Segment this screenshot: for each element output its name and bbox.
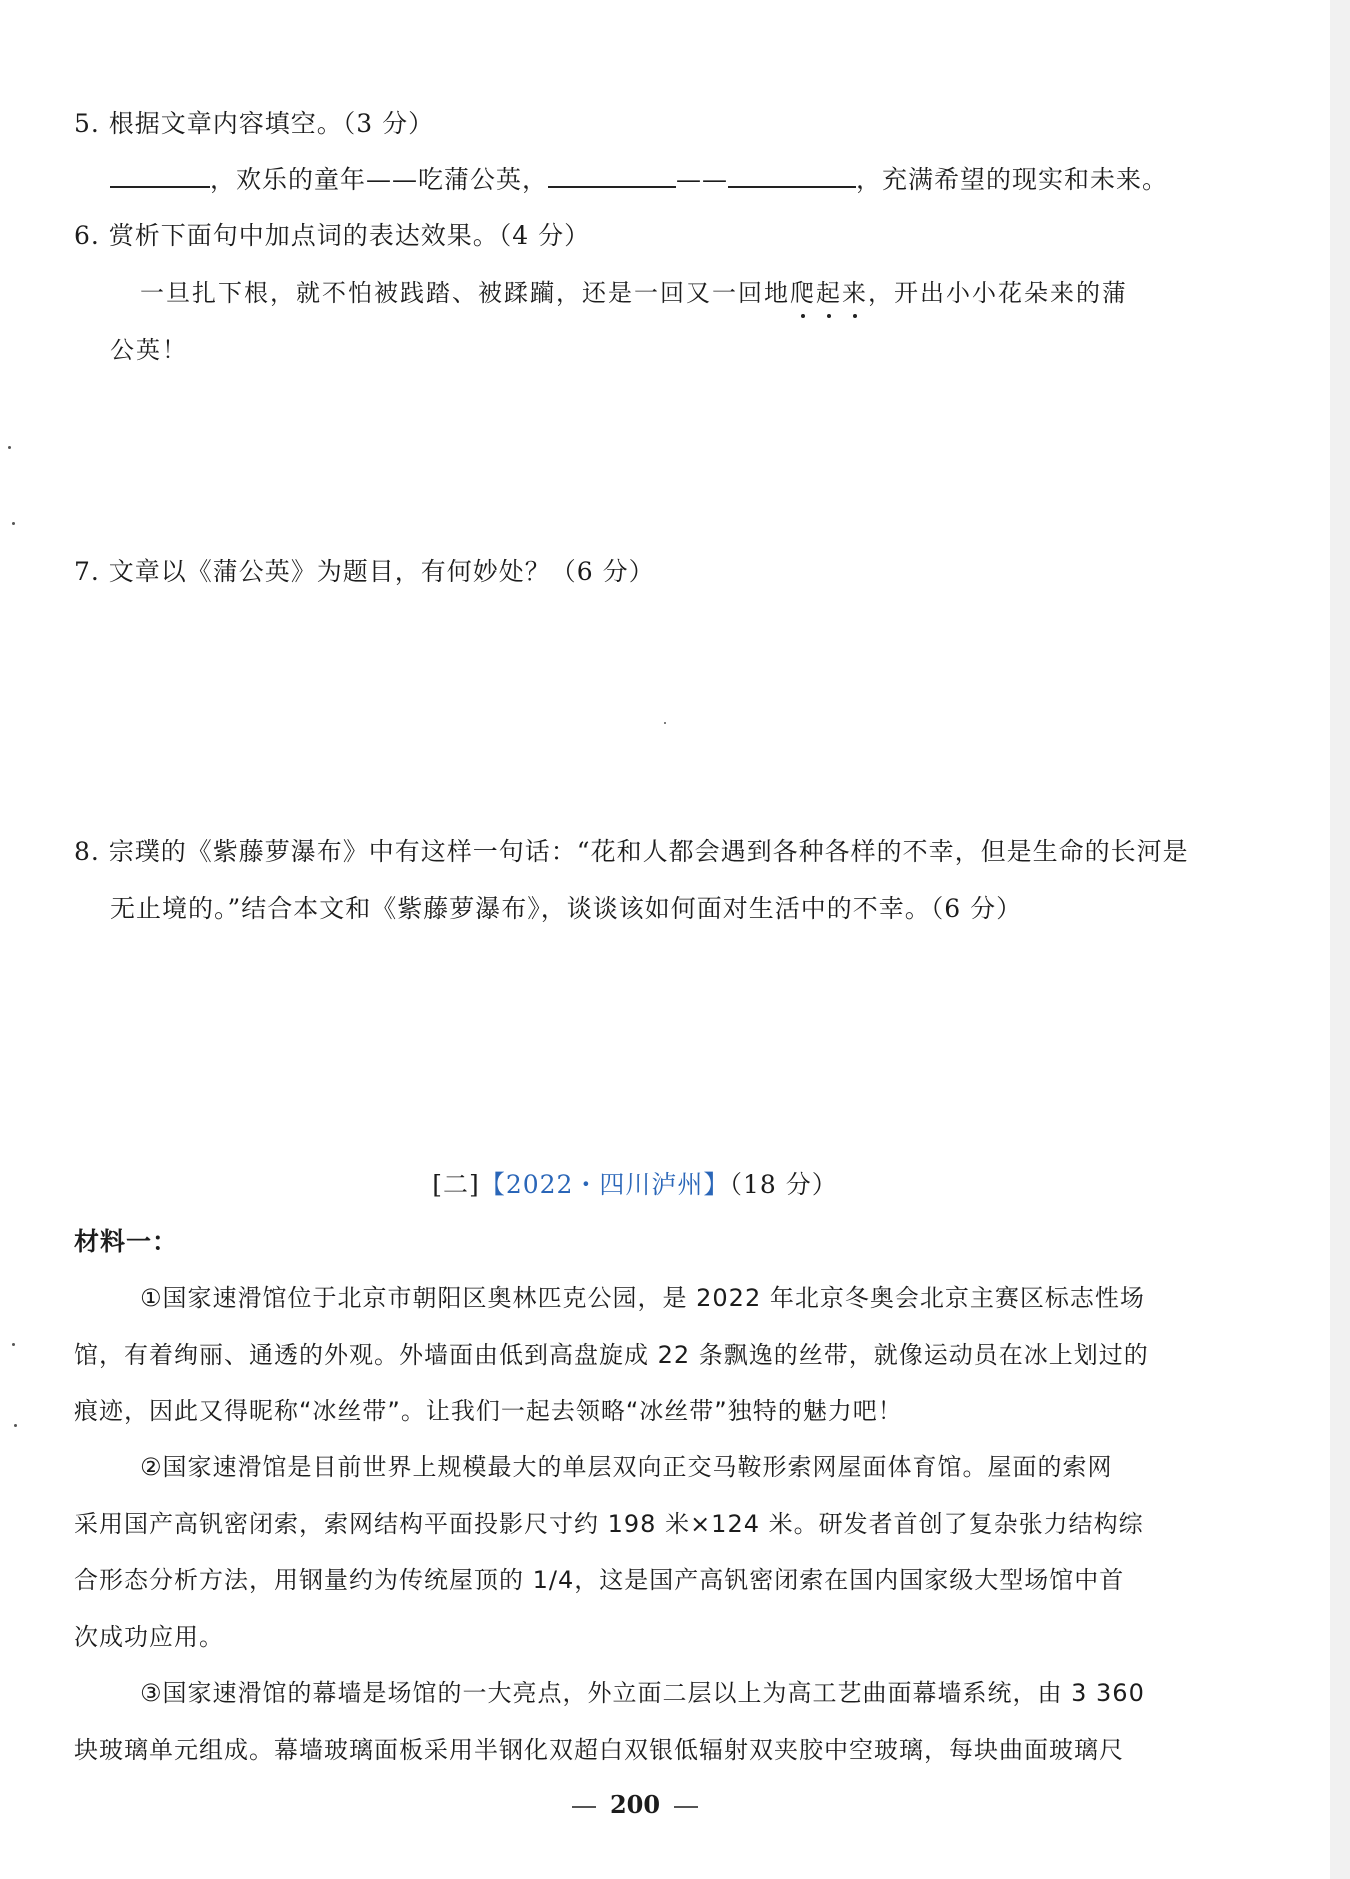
paragraph-line: ①国家速滑馆位于北京市朝阳区奥林匹克公园，是 2022 年北京冬奥会北京主赛区标志性场 bbox=[140, 1284, 1145, 1312]
dotted-word-1: 爬 bbox=[790, 273, 816, 308]
fill-text-1: ，欢乐的童年——吃蒲公英， bbox=[210, 165, 549, 194]
paragraph-line: 馆，有着绚丽、通透的外观。外墙面由低到高盘旋成 22 条飘逸的丝带，就像运动员在冰上划过的 bbox=[74, 1341, 1149, 1369]
page-number-value: 200 bbox=[609, 1790, 661, 1819]
paragraph-line: 块玻璃单元组成。幕墙玻璃面板采用半钢化双超白双银低辐射双夹胶中空玻璃，每块曲面玻璃尺 bbox=[74, 1736, 1124, 1764]
question-7-prompt: 7. 文章以《蒲公英》为题目，有何妙处？（6 分） bbox=[74, 557, 655, 586]
section-score: （18 分） bbox=[729, 1170, 838, 1199]
fill-text-2: ，充满希望的现实和未来。 bbox=[856, 165, 1169, 194]
question-6-quote bbox=[140, 273, 1128, 308]
paragraph-line: ③国家速滑馆的幕墙是场馆的一大亮点，外立面二层以上为高工艺曲面幕墙系统，由 3 360 bbox=[140, 1679, 1145, 1707]
page-number-dash-right bbox=[674, 1806, 698, 1808]
question-6-quote-line-2: 公英！ bbox=[110, 336, 188, 364]
quote-text-end: ，开出小小花朵来的蒲 bbox=[868, 279, 1128, 307]
fill-dash: —— bbox=[676, 165, 729, 194]
question-8-line-2: 无止境的。”结合本文和《紫藤萝瀑布》，谈谈该如何面对生活中的不幸。（6 分） bbox=[110, 894, 1023, 923]
question-5-prompt: 5. 根据文章内容填空。（3 分） bbox=[74, 109, 435, 138]
scan-speck bbox=[8, 446, 11, 449]
quote-text: 一旦扎下根，就不怕被践踏、被蹂躏，还是一回又一回地 bbox=[140, 279, 790, 307]
page-number-dash-left bbox=[572, 1806, 596, 1808]
paragraph-line: 采用国产高钒密闭索，索网结构平面投影尺寸约 198 米×124 米。研发者首创了复杂张力结构综 bbox=[74, 1510, 1144, 1538]
scan-speck bbox=[14, 1424, 17, 1427]
material-1-label: 材料一： bbox=[74, 1227, 179, 1256]
scan-speck bbox=[664, 722, 666, 724]
page-number bbox=[0, 1790, 1270, 1819]
scan-speck bbox=[12, 1343, 15, 1346]
section-number: [二] bbox=[432, 1170, 480, 1199]
answer-blank-2[interactable] bbox=[548, 162, 676, 188]
paragraph-line: 次成功应用。 bbox=[74, 1623, 224, 1651]
paragraph-line: 合形态分析方法，用钢量约为传统屋顶的 1/4，这是国产高钒密闭索在国内国家级大型场馆中首 bbox=[74, 1566, 1125, 1594]
question-5-fill-line bbox=[110, 160, 1168, 196]
dotted-word-3: 来 bbox=[842, 273, 868, 308]
question-6-prompt: 6. 赏析下面句中加点词的表达效果。（4 分） bbox=[74, 221, 591, 250]
answer-blank-3[interactable] bbox=[728, 162, 856, 188]
question-8-line-1: 8. 宗璞的《紫藤萝瀑布》中有这样一句话：“花和人都会遇到各种各样的不幸，但是生命的长河是 bbox=[74, 837, 1189, 866]
source-tag: 【2022・四川泸州】 bbox=[479, 1170, 730, 1199]
scan-speck bbox=[12, 522, 15, 525]
section-2-heading bbox=[0, 1165, 1270, 1201]
answer-blank-1[interactable] bbox=[110, 162, 210, 188]
paragraph-line: 痕迹，因此又得昵称“冰丝带”。让我们一起去领略“冰丝带”独特的魅力吧！ bbox=[74, 1397, 903, 1425]
paragraph-line: ②国家速滑馆是目前世界上规模最大的单层双向正交马鞍形索网屋面体育馆。屋面的索网 bbox=[140, 1453, 1113, 1481]
dotted-word-2: 起 bbox=[816, 273, 842, 308]
